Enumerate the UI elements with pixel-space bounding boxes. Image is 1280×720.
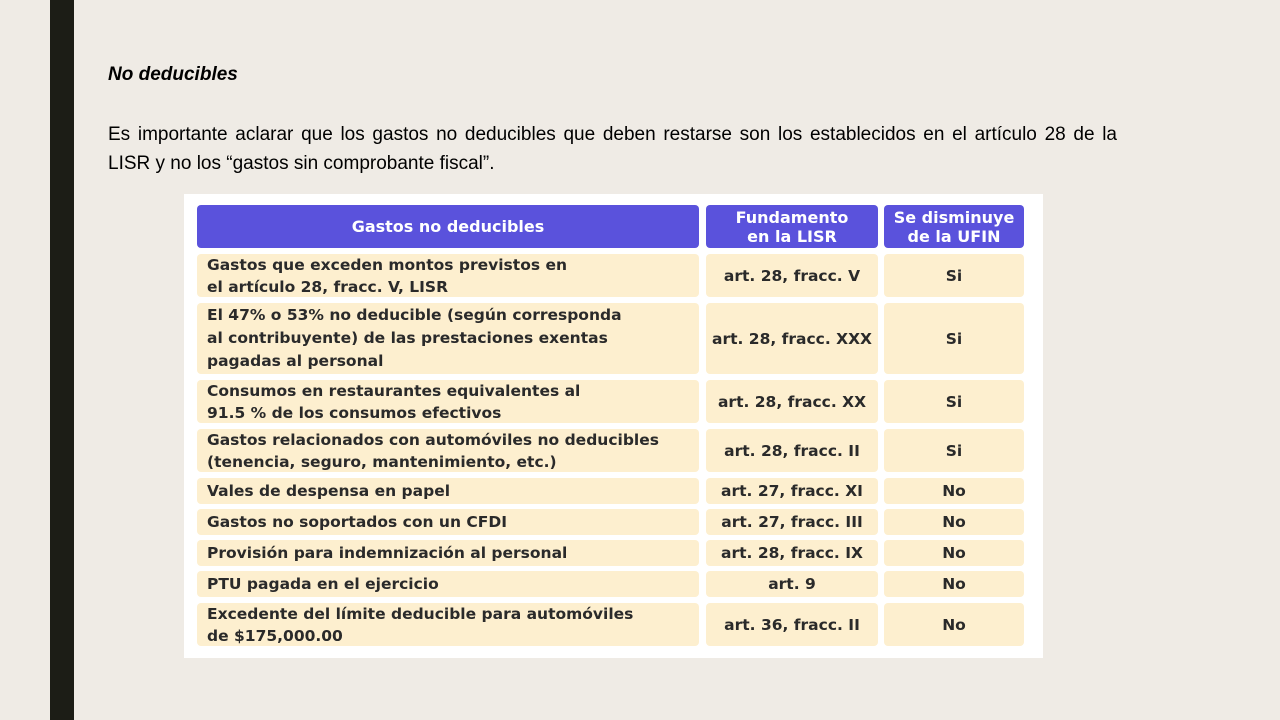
- row-reduces: No: [884, 571, 1024, 597]
- row-basis: art. 28, fracc. IX: [706, 540, 878, 566]
- row-basis: art. 36, fracc. II: [706, 603, 878, 646]
- row-reduces: No: [884, 540, 1024, 566]
- row-reduces: Si: [884, 303, 1024, 374]
- deductions-table: [184, 194, 1043, 658]
- row-basis: art. 9: [706, 571, 878, 597]
- row-concept: Gastos que exceden montos previstos en el artículo 28, fracc. V, LISR: [197, 254, 699, 297]
- row-basis: art. 28, fracc. V: [706, 254, 878, 297]
- row-basis: art. 27, fracc. III: [706, 509, 878, 535]
- row-concept: Gastos relacionados con automóviles no deducibles (tenencia, seguro, mantenimiento, etc.): [197, 429, 699, 472]
- row-reduces: No: [884, 603, 1024, 646]
- row-reduces: Si: [884, 380, 1024, 423]
- row-basis: art. 27, fracc. XI: [706, 478, 878, 504]
- row-basis: art. 28, fracc. XXX: [706, 303, 878, 374]
- row-concept: Consumos en restaurantes equivalentes al 91.5 % de los consumos efectivos: [197, 380, 699, 423]
- intro-paragraph: Es importante aclarar que los gastos no deducibles que deben restarse son los establecidos en el artículo 28 de la LISR y no los “gastos sin comprobante fiscal”.: [108, 124, 1117, 174]
- row-reduces: Si: [884, 254, 1024, 297]
- header-basis: Fundamento en la LISR: [706, 205, 878, 248]
- side-accent-bar: [50, 0, 74, 720]
- row-reduces: Si: [884, 429, 1024, 472]
- row-basis: art. 28, fracc. XX: [706, 380, 878, 423]
- row-basis: art. 28, fracc. II: [706, 429, 878, 472]
- row-concept: Gastos no soportados con un CFDI: [197, 509, 699, 535]
- header-reduces: Se disminuye de la UFIN: [884, 205, 1024, 248]
- row-reduces: No: [884, 509, 1024, 535]
- row-concept: Provisión para indemnización al personal: [197, 540, 699, 566]
- section-heading: No deducibles: [108, 64, 238, 85]
- header-concept: Gastos no deducibles: [197, 205, 699, 248]
- row-concept: Vales de despensa en papel: [197, 478, 699, 504]
- row-concept: PTU pagada en el ejercicio: [197, 571, 699, 597]
- row-concept: El 47% o 53% no deducible (según corresponda al contribuyente) de las prestaciones exentas pagadas al personal: [197, 303, 699, 374]
- row-reduces: No: [884, 478, 1024, 504]
- row-concept: Excedente del límite deducible para automóviles de $175,000.00: [197, 603, 699, 646]
